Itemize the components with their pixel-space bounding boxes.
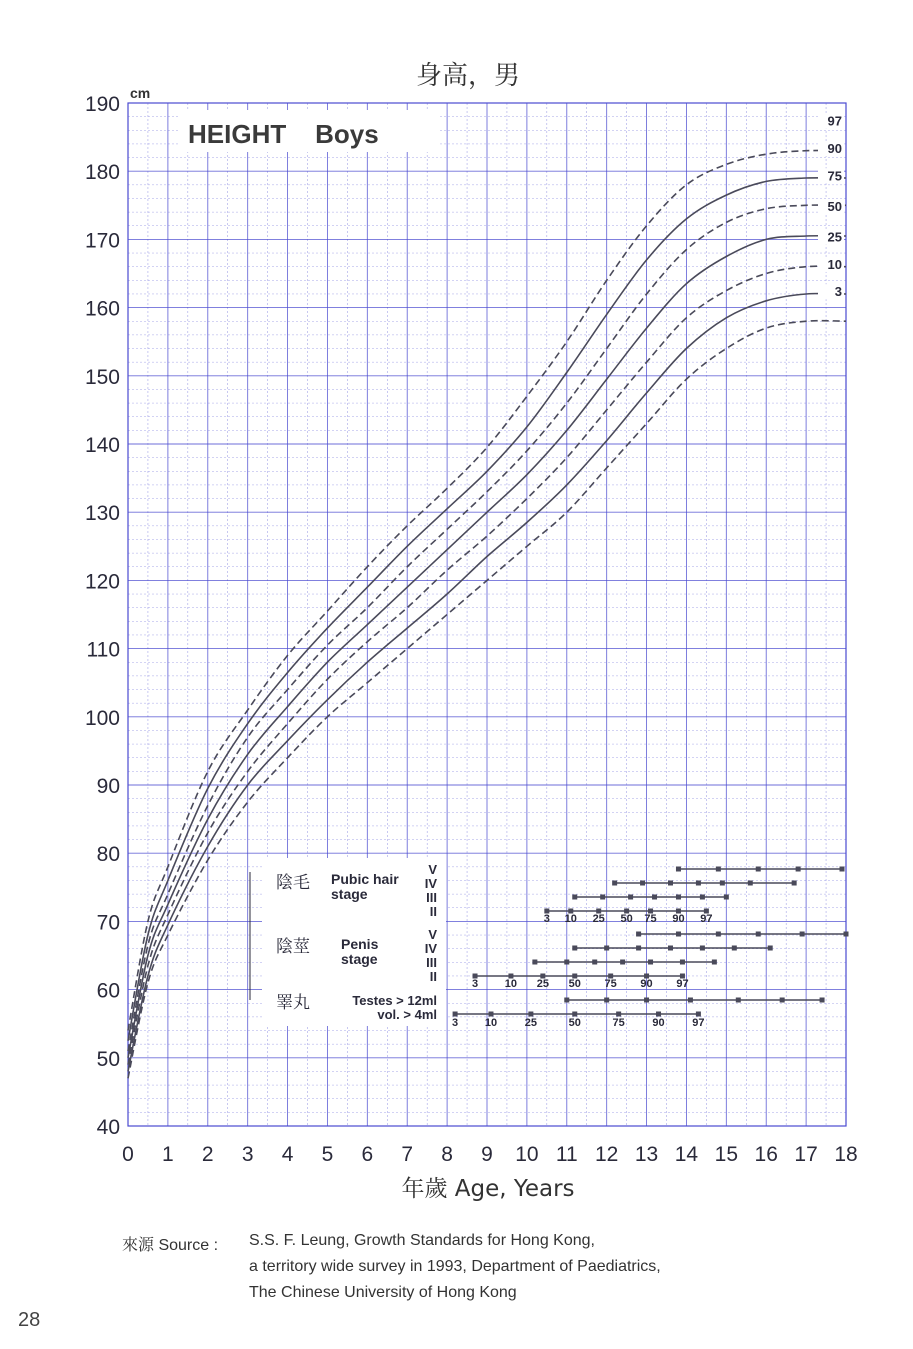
staging-marker xyxy=(732,946,737,951)
staging-marker xyxy=(716,867,721,872)
percentile-label: 25 xyxy=(827,229,842,245)
y-tick-label: 50 xyxy=(96,1047,120,1071)
y-tick-label: 160 xyxy=(84,297,120,321)
x-tick-label: 16 xyxy=(754,1143,778,1166)
staging-percentile-label: 97 xyxy=(692,1017,705,1029)
staging-group-label-zh: 陰毛 xyxy=(276,873,310,893)
y-tick-label: 120 xyxy=(84,570,120,594)
y-tick-label: 140 xyxy=(84,434,120,457)
percentile-label: 3 xyxy=(834,284,842,300)
staging-row-label: vol. > 4ml xyxy=(377,1007,437,1022)
staging-row-label: IV xyxy=(424,876,437,891)
staging-marker xyxy=(700,895,705,900)
grid xyxy=(128,103,846,1126)
staging-percentile-label: 3 xyxy=(543,913,550,925)
staging-percentile-label: 90 xyxy=(652,1017,665,1029)
staging-row-label: Testes > 12ml xyxy=(352,993,437,1008)
staging-marker xyxy=(564,998,569,1003)
staging-percentile-label: 10 xyxy=(484,1017,498,1029)
percentile-label: 90 xyxy=(827,141,842,157)
staging-group-label-en: stage xyxy=(341,951,378,967)
staging-row-label: III xyxy=(426,890,437,905)
staging-group-label-en: Penis xyxy=(341,936,379,952)
staging-marker xyxy=(652,895,657,900)
x-axis-label: 年歲 Age, Years xyxy=(401,1176,575,1202)
staging-percentile-label: 3 xyxy=(471,978,479,990)
staging-percentile-label: 75 xyxy=(612,1017,625,1029)
staging-marker xyxy=(644,998,649,1003)
staging-row-label: V xyxy=(428,862,437,877)
staging-percentile-label: 50 xyxy=(568,1017,581,1029)
staging-marker xyxy=(640,881,645,886)
source-line: a territory wide survey in 1993, Department of Paediatrics, xyxy=(249,1258,661,1275)
percentile-label: 75 xyxy=(827,168,842,184)
staging-marker xyxy=(696,1012,701,1017)
y-tick-label: 80 xyxy=(96,843,120,867)
staging-marker xyxy=(528,1012,533,1017)
staging-marker xyxy=(720,881,725,886)
x-tick-label: 12 xyxy=(594,1143,619,1166)
staging-row-label: II xyxy=(429,969,437,984)
staging-marker xyxy=(844,932,849,937)
staging-marker xyxy=(668,881,673,886)
x-tick-label: 6 xyxy=(361,1143,374,1166)
x-tick-label: 14 xyxy=(674,1143,699,1166)
staging-marker xyxy=(780,998,785,1003)
staging-marker xyxy=(680,960,685,965)
staging-marker xyxy=(564,960,569,965)
x-tick-label: 1 xyxy=(162,1143,174,1166)
chart-subtitle: HEIGHT Boys xyxy=(188,119,379,149)
staging-percentile-label: 50 xyxy=(620,913,633,925)
staging-marker xyxy=(636,932,641,937)
staging-group-label-en: Pubic hair xyxy=(331,871,399,887)
staging-marker xyxy=(724,895,729,900)
staging-marker xyxy=(604,946,609,951)
x-tick-label: 4 xyxy=(281,1143,294,1166)
x-tick-label: 13 xyxy=(634,1143,659,1166)
staging-marker xyxy=(628,895,633,900)
staging-percentile-label: 75 xyxy=(604,978,617,990)
percentile-label: 97 xyxy=(827,113,842,129)
staging-group-label-zh: 睪丸 xyxy=(276,993,310,1013)
x-tick-label: 18 xyxy=(834,1143,858,1166)
staging-percentile-label: 75 xyxy=(644,913,657,925)
staging-percentile-label: 25 xyxy=(536,978,549,990)
staging-percentile-label: 97 xyxy=(676,978,689,990)
x-tick-label: 8 xyxy=(441,1143,453,1166)
axis-ticks xyxy=(85,93,858,1166)
staging-percentile-label: 97 xyxy=(700,913,713,925)
staging-percentile-label: 10 xyxy=(504,978,518,990)
staging-marker xyxy=(748,881,753,886)
x-tick-label: 15 xyxy=(714,1143,739,1166)
staging-percentile-label: 90 xyxy=(640,978,653,990)
staging-marker xyxy=(656,1012,661,1017)
staging-marker xyxy=(696,881,701,886)
y-tick-label: 40 xyxy=(96,1116,120,1139)
staging-marker xyxy=(532,960,537,965)
page-title: 身高，男 xyxy=(415,61,521,91)
staging-row-label: II xyxy=(429,904,437,919)
y-tick-label: 190 xyxy=(84,93,120,116)
staging-marker xyxy=(668,946,673,951)
staging-marker xyxy=(676,867,681,872)
y-tick-label: 100 xyxy=(84,706,120,730)
staging-row-label: V xyxy=(428,927,437,942)
staging-marker xyxy=(600,895,605,900)
staging-marker xyxy=(676,895,681,900)
staging-marker xyxy=(796,867,801,872)
y-tick-label: 60 xyxy=(96,979,120,1003)
staging-marker xyxy=(616,1012,621,1017)
y-tick-label: 170 xyxy=(84,229,120,253)
staging-marker xyxy=(800,932,805,937)
staging-group-label-en: stage xyxy=(331,886,368,902)
x-tick-label: 7 xyxy=(401,1143,414,1166)
staging-marker xyxy=(820,998,825,1003)
staging-marker xyxy=(792,881,797,886)
staging-row-label: III xyxy=(426,955,437,970)
staging-marker xyxy=(572,895,577,900)
staging-marker xyxy=(716,932,721,937)
staging-group-label-zh: 陰莖 xyxy=(276,937,310,957)
staging-percentile-label: 3 xyxy=(452,1017,459,1029)
source-label: 來源 Source : xyxy=(122,1237,219,1254)
x-tick-label: 11 xyxy=(555,1143,578,1166)
staging-marker xyxy=(676,932,681,937)
staging-percentile-label: 50 xyxy=(568,978,581,990)
staging-marker xyxy=(840,867,845,872)
y-tick-label: 150 xyxy=(84,365,120,389)
y-tick-label: 110 xyxy=(86,638,120,662)
staging-marker xyxy=(572,946,577,951)
staging-percentile-label: 25 xyxy=(524,1017,538,1029)
staging-marker xyxy=(488,1012,493,1017)
x-tick-label: 9 xyxy=(481,1143,493,1166)
staging-marker xyxy=(756,932,761,937)
source-line: The Chinese University of Hong Kong xyxy=(249,1284,517,1301)
staging-marker xyxy=(592,960,597,965)
x-tick-label: 5 xyxy=(321,1143,334,1166)
staging-percentile-label: 90 xyxy=(672,913,685,925)
y-tick-label: 180 xyxy=(84,161,120,185)
staging-percentile-label: 10 xyxy=(564,913,577,925)
staging-marker xyxy=(572,1012,577,1017)
x-tick-label: 2 xyxy=(201,1143,214,1166)
percentile-label: 10 xyxy=(827,256,842,272)
x-tick-label: 0 xyxy=(122,1143,134,1166)
staging-marker xyxy=(612,881,617,886)
staging-marker xyxy=(736,998,741,1003)
staging-marker xyxy=(688,998,693,1003)
x-tick-label: 10 xyxy=(515,1143,539,1166)
staging-marker xyxy=(604,998,609,1003)
percentile-label: 50 xyxy=(827,198,842,214)
staging-marker xyxy=(712,960,717,965)
staging-marker xyxy=(620,960,625,965)
x-tick-label: 17 xyxy=(794,1143,818,1166)
staging-marker xyxy=(700,946,705,951)
source-line: S.S. F. Leung, Growth Standards for Hong Kong, xyxy=(249,1232,595,1249)
staging-percentile-label: 25 xyxy=(592,913,605,925)
y-tick-label: 130 xyxy=(84,502,120,526)
staging-marker xyxy=(756,867,761,872)
staging-marker xyxy=(636,946,641,951)
staging-row-label: IV xyxy=(424,941,437,956)
x-tick-label: 3 xyxy=(241,1143,254,1166)
y-tick-label: 70 xyxy=(96,911,120,935)
y-axis-unit: cm xyxy=(130,85,151,101)
page-number: 28 xyxy=(18,1309,41,1331)
y-tick-label: 90 xyxy=(96,775,120,798)
staging-marker xyxy=(453,1012,458,1017)
staging-marker xyxy=(648,960,653,965)
staging-marker xyxy=(768,946,773,951)
